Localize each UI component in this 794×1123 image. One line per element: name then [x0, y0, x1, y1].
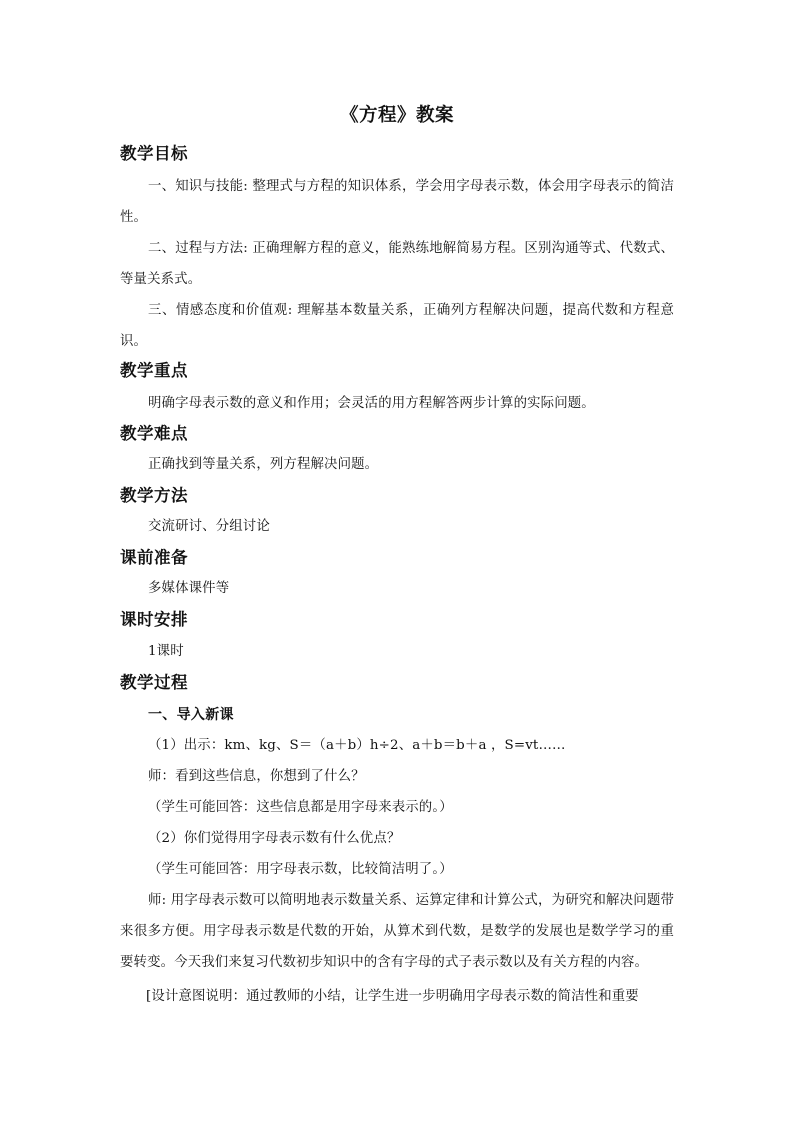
- schedule-text: 1课时: [148, 644, 184, 659]
- heading-key-points: 教学重点: [120, 361, 188, 380]
- teacher-summary: 师: 用字母表示数可以简明地表示数量关系、运算定律和计算公式，为研究和解决问题带来很多方便。用字母表示数是代数的开始，从算术到代数，是数学的发展也是数学学习的重要转变。今天我们来复习代数初步知识中的含有字母的式子表示数以及有关方程的内容。: [120, 893, 674, 970]
- process-line-4: （2）你们觉得用字母表示数有什么优点？: [148, 831, 401, 846]
- heading-process: 教学过程: [120, 673, 188, 692]
- goal-item-1: 一、知识与技能: 整理式与方程的知识体系，学会用字母表示数，体会用字母表示的简洁性。: [120, 179, 674, 225]
- heading-schedule: 课时安排: [120, 610, 188, 629]
- document-title: 《方程》教案: [339, 105, 454, 126]
- process-line-1: （1）出示：km、kg、S＝（a＋b）h÷2、a＋b＝b＋a ，S=vt……: [148, 738, 566, 753]
- heading-goals: 教学目标: [120, 144, 188, 163]
- goal-item-3: 三、情感态度和价值观: 理解基本数量关系，正确列方程解决问题，提高代数和方程意识。: [120, 303, 674, 349]
- heading-preparation: 课前准备: [120, 548, 188, 567]
- key-points-text: 明确字母表示数的意义和作用；会灵活的用方程解答两步计算的实际问题。: [148, 396, 595, 411]
- preparation-text: 多媒体课件等: [148, 581, 230, 596]
- process-line-5: （学生可能回答：用字母表示数，比较简洁明了。）: [148, 862, 453, 877]
- heading-difficulties: 教学难点: [120, 424, 188, 443]
- methods-text: 交流研讨、分组讨论: [148, 519, 270, 534]
- design-note: [设计意图说明：通过教师的小结，让学生进一步明确用字母表示数的简洁性和重要: [146, 989, 639, 1004]
- process-line-3: （学生可能回答：这些信息都是用字母来表示的。）: [148, 800, 453, 815]
- heading-methods: 教学方法: [120, 486, 188, 505]
- difficulties-text: 正确找到等量关系，列方程解决问题。: [148, 457, 379, 472]
- goal-item-2: 二、过程与方法: 正确理解方程的意义，能熟练地解简易方程。区别沟通等式、代数式、等量关系式。: [120, 241, 674, 287]
- process-line-2: 师：看到这些信息，你想到了什么？: [148, 769, 365, 784]
- subheading-intro: 一、导入新课: [148, 707, 234, 723]
